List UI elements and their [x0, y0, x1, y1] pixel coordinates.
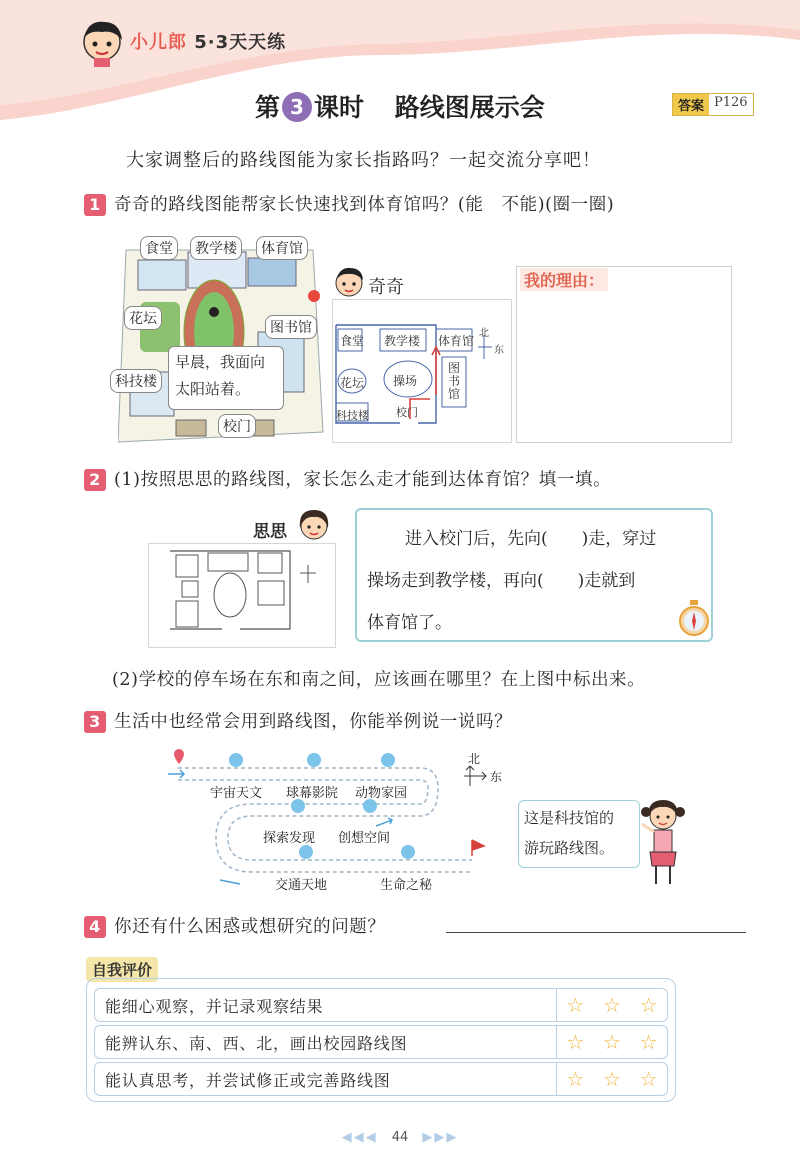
map-label-garden: 花坛 — [124, 306, 162, 330]
title-suffix: 课时 — [314, 93, 365, 122]
page-number: 44 — [391, 1130, 409, 1145]
brand-sub: 5·3天天练 — [194, 32, 287, 53]
route-east: 东 — [490, 770, 503, 784]
answer-ref — [672, 93, 754, 116]
brand-title — [130, 28, 286, 54]
route-stop-2: 球幕影院 — [286, 786, 339, 801]
reason-answer-box[interactable] — [516, 266, 732, 443]
star-icon[interactable]: ☆ — [566, 993, 585, 1017]
question-text: (1)按照思思的路线图，家长怎么走才能到达体育馆？填一填。 — [114, 470, 612, 490]
sketch-label-teaching: 教学楼 — [384, 334, 421, 348]
star-rating[interactable] — [556, 1063, 667, 1095]
star-icon[interactable]: ☆ — [639, 993, 658, 1017]
q4-answer-line[interactable] — [446, 932, 746, 933]
map-label-canteen: 食堂 — [140, 236, 178, 260]
sketch-east: 东 — [494, 345, 504, 356]
answer-page: P126 — [709, 94, 753, 115]
caption-line-2: 游玩路线图。 — [524, 839, 615, 857]
fill-line-3: 体育馆了。 — [367, 613, 452, 633]
question-number: 1 — [84, 194, 106, 216]
question-2 — [84, 466, 611, 491]
route-stop-3: 动物家园 — [355, 786, 408, 801]
question-number: 4 — [84, 916, 106, 938]
sketch-label-gate: 校门 — [396, 406, 418, 419]
qiqi-avatar-icon — [332, 266, 366, 302]
sketch-label-canteen: 食堂 — [340, 334, 365, 348]
kid-name-qiqi: 奇奇 — [368, 277, 404, 298]
star-rating[interactable] — [556, 989, 667, 1021]
self-evaluation-title: 自我评价 — [86, 957, 158, 982]
sketch-north: 北 — [479, 328, 489, 339]
reason-title: 我的理由： — [520, 268, 608, 291]
question-4 — [84, 913, 386, 938]
question-3 — [84, 708, 512, 733]
speech-bubble-morning — [168, 346, 284, 410]
fill-line-2[interactable]: 操场走到教学楼，再向( )走就到 — [367, 571, 636, 591]
star-icon[interactable]: ☆ — [566, 1067, 585, 1091]
map-label-gate: 校门 — [218, 414, 256, 438]
route-caption-bubble — [518, 800, 640, 868]
girl-guide-icon — [640, 796, 686, 890]
map-label-teaching: 教学楼 — [190, 236, 242, 260]
mascot-icon — [78, 18, 126, 68]
sketch-label-garden: 花坛 — [340, 376, 365, 390]
fill-in-passage — [355, 508, 713, 642]
map-label-library: 图书馆 — [265, 315, 317, 339]
evaluation-row — [94, 1025, 668, 1059]
intro-text: 大家调整后的路线图能为家长指路吗？一起交流分享吧！ — [126, 150, 601, 171]
museum-route-diagram — [166, 748, 496, 898]
route-stop-4: 探索发现 — [263, 831, 316, 846]
compass-icon — [678, 600, 710, 638]
answer-label: 答案 — [673, 94, 709, 115]
sketch-label-library: 图书馆 — [448, 361, 461, 401]
star-icon[interactable]: ☆ — [639, 1030, 658, 1054]
sisi-avatar-icon — [296, 506, 332, 544]
question-text: 你还有什么困惑或想研究的问题？ — [114, 917, 386, 937]
lesson-number: 3 — [282, 92, 312, 122]
evaluation-criterion: 能辨认东、南、西、北，画出校园路线图 — [105, 1033, 408, 1053]
brand-main: 小儿郎 — [130, 32, 187, 53]
star-rating[interactable] — [556, 1026, 667, 1058]
star-icon[interactable]: ☆ — [639, 1067, 658, 1091]
evaluation-criterion: 能认真思考，并尝试修正或完善路线图 — [105, 1070, 391, 1090]
kid-name-sisi: 思思 — [253, 522, 287, 542]
star-icon[interactable]: ☆ — [603, 1067, 621, 1091]
title-prefix: 第 — [255, 93, 281, 122]
question-number: 3 — [84, 711, 106, 733]
title-topic: 路线图展示会 — [394, 93, 545, 122]
sketch-label-playground: 操场 — [393, 374, 418, 388]
question-text: 生活中也经常会用到路线图，你能举例说一说吗？ — [114, 712, 513, 732]
compass-arrow-icon — [464, 764, 490, 786]
map-label-gym: 体育馆 — [256, 236, 308, 260]
question-1 — [84, 191, 614, 216]
route-stop-1: 宇宙天文 — [210, 786, 263, 801]
fill-line-1[interactable]: 进入校门后，先向( )走，穿过 — [405, 529, 657, 549]
star-icon[interactable]: ☆ — [603, 993, 621, 1017]
question-text: 奇奇的路线图能帮家长快速找到体育馆吗？(能 不能)(圈一圈) — [114, 195, 615, 215]
map-label-tech: 科技楼 — [110, 369, 162, 393]
route-stop-7: 生命之秘 — [380, 878, 433, 893]
evaluation-criterion: 能细心观察，并记录观察结果 — [105, 996, 324, 1016]
sketch-label-tech: 科技楼 — [336, 409, 369, 422]
route-stop-5: 创想空间 — [338, 831, 391, 846]
footer-left-arrows: ◀◀◀ — [341, 1130, 378, 1145]
evaluation-row — [94, 988, 668, 1022]
sisi-sketch-lines — [148, 543, 334, 646]
sketch-label-gym: 体育馆 — [438, 334, 475, 348]
star-icon[interactable]: ☆ — [603, 1030, 621, 1054]
caption-line-1: 这是科技馆的 — [524, 809, 615, 827]
bubble-line-2: 太阳站着。 — [175, 380, 251, 398]
evaluation-row — [94, 1062, 668, 1096]
star-icon[interactable]: ☆ — [566, 1030, 585, 1054]
question-number: 2 — [84, 469, 106, 491]
route-north: 北 — [468, 752, 481, 766]
page-footer — [0, 1130, 800, 1145]
route-stop-6: 交通天地 — [275, 878, 328, 893]
lesson-title — [255, 88, 545, 124]
bubble-line-1: 早晨，我面向 — [175, 353, 266, 371]
sun-icon — [306, 288, 322, 304]
question-2-part-2: (2)学校的停车场在东和南之间，应该画在哪里？在上图中标出来。 — [112, 670, 646, 690]
footer-right-arrows: ▶▶▶ — [422, 1130, 459, 1145]
